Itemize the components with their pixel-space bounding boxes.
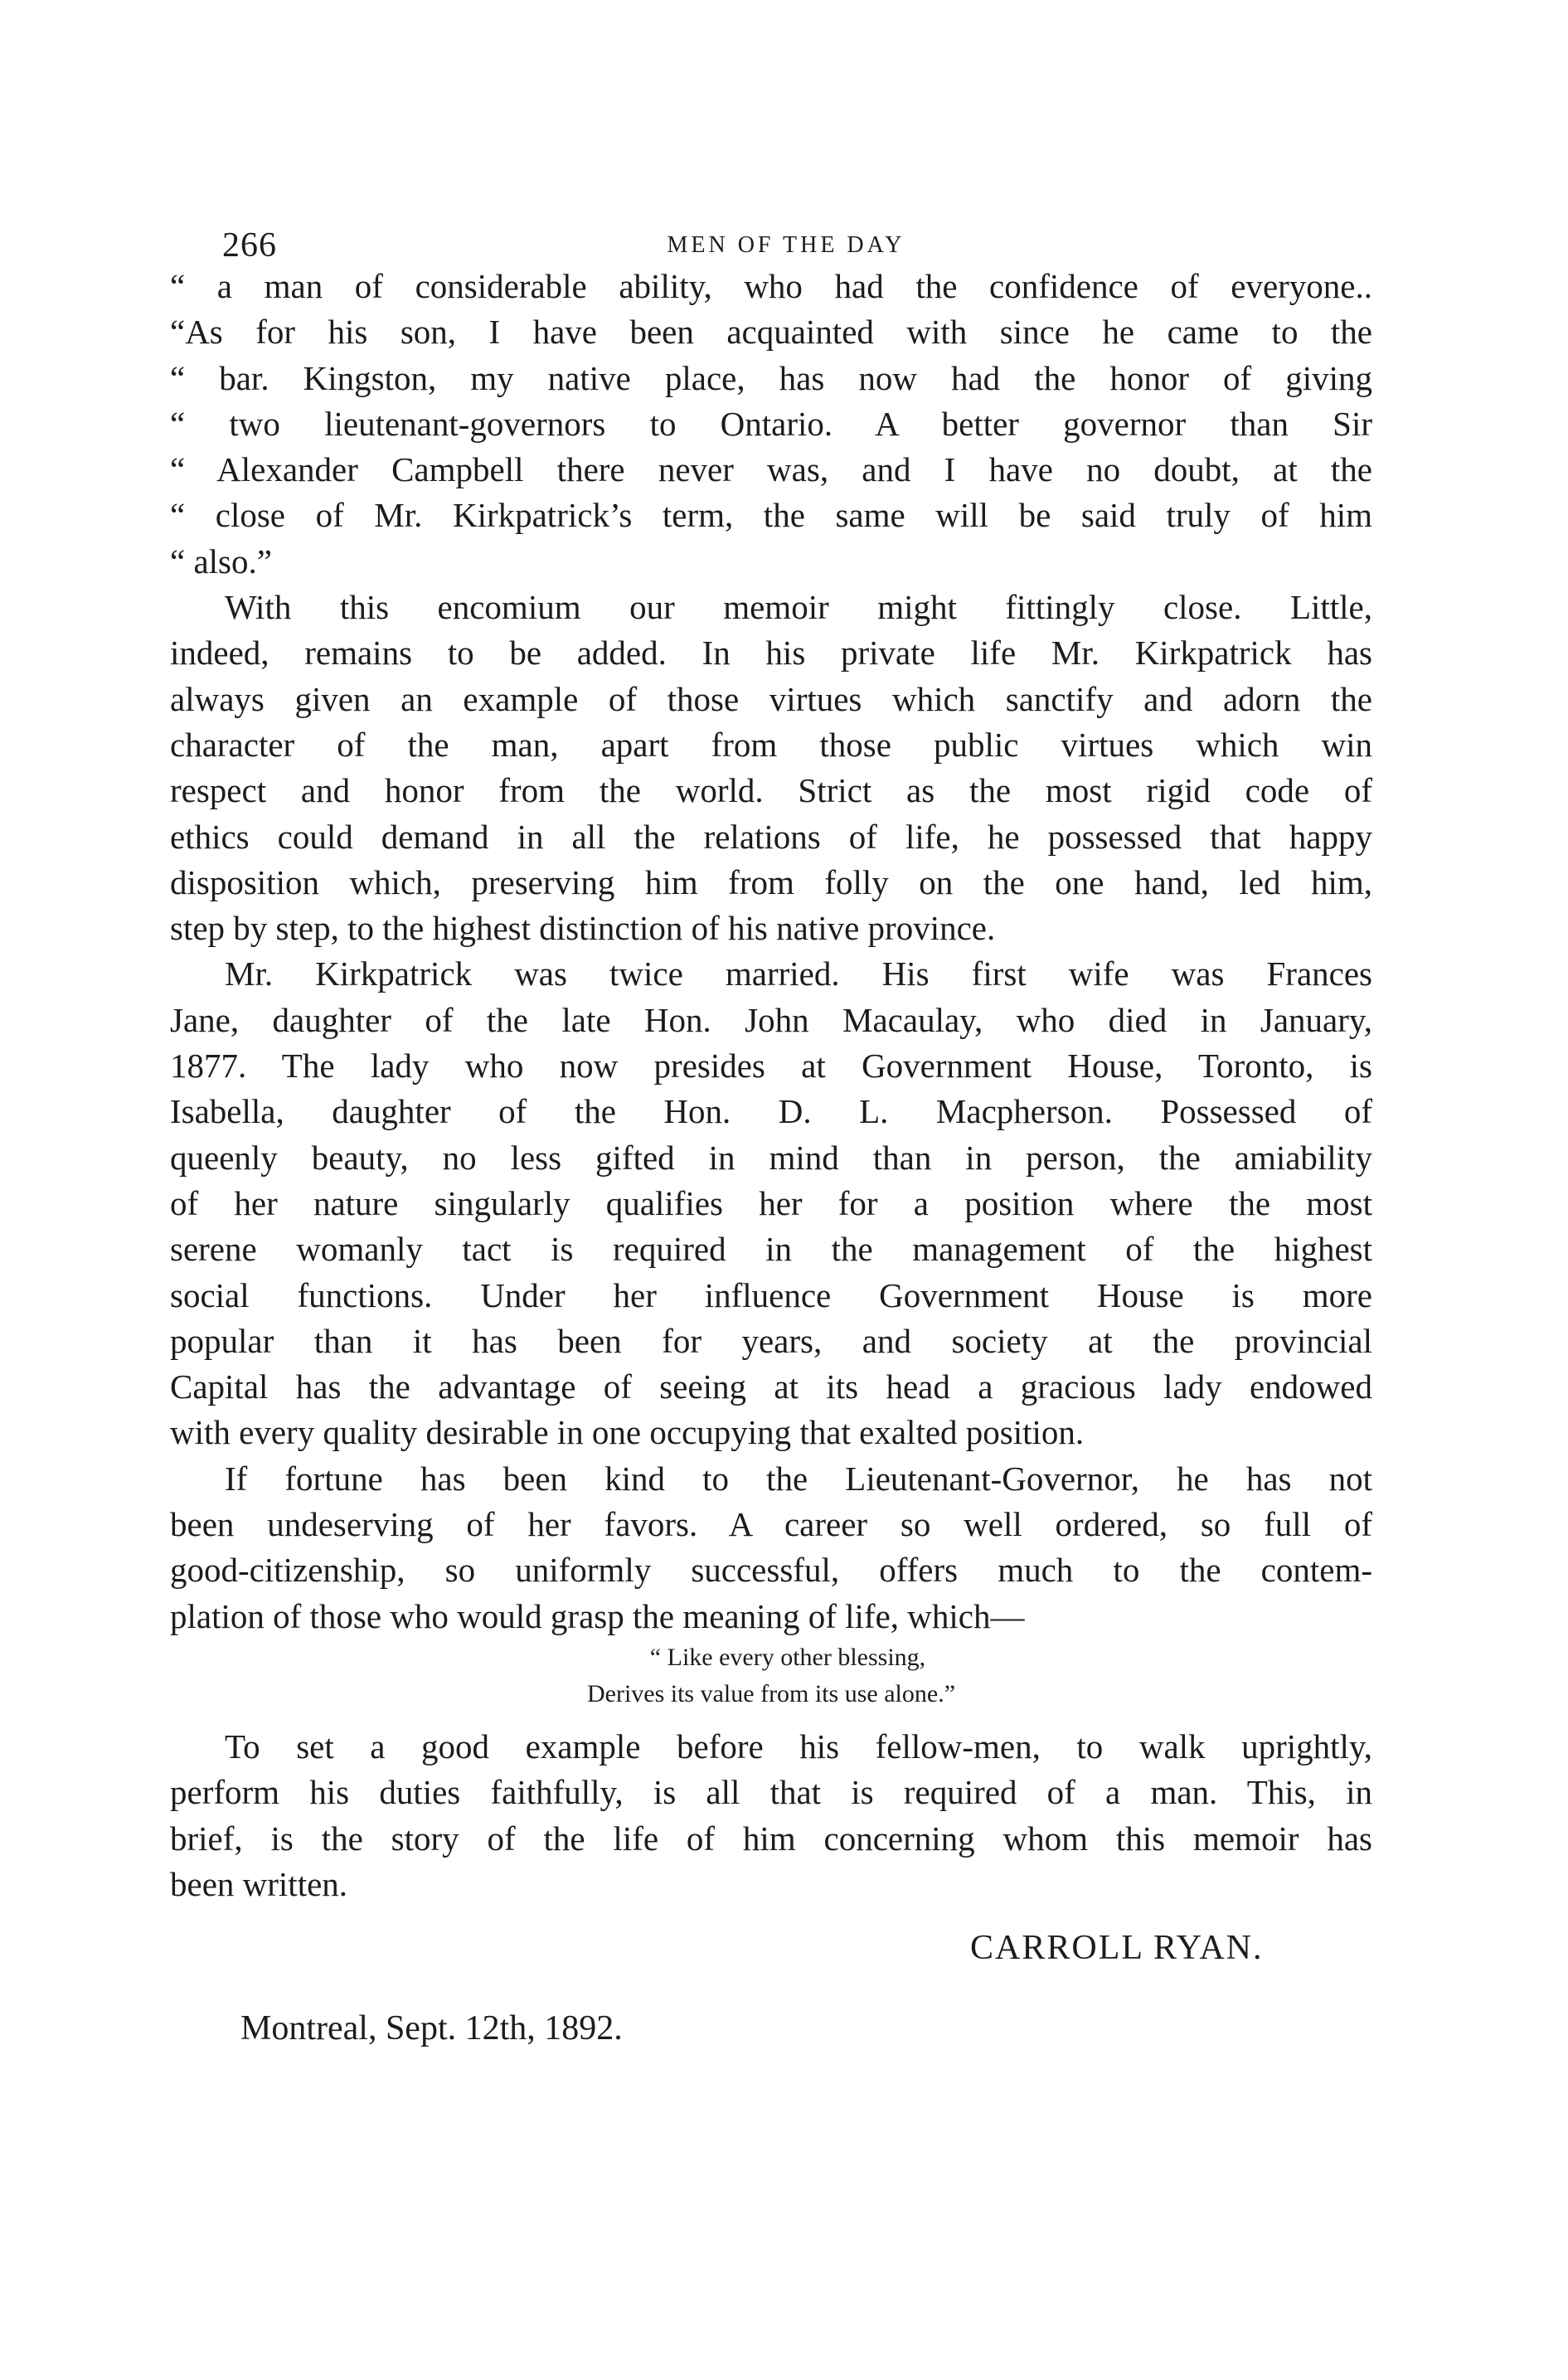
text-line: Mr. Kirkpatrick was twice married. His first wife was Frances [225, 954, 1372, 993]
text-line: 1877. The lady who now presides at Government House, Toronto, is [170, 1047, 1372, 1086]
text-line: brief, is the story of the life of him concerning whom this memoir has [170, 1819, 1372, 1858]
text-line: always given an example of those virtues which sanctify and adorn the [170, 679, 1372, 718]
text-line: been undeserving of her favors. A career so well ordered, so full of [170, 1505, 1372, 1544]
text-line: If fortune has been kind to the Lieutenant-Governor, he has not [225, 1459, 1372, 1498]
text-line: “ close of Mr. Kirkpatrick’s term, the same will be said truly of him [170, 496, 1372, 535]
text-line: “ two lieutenant-governors to Ontario. A better governor than Sir [170, 404, 1372, 443]
text-line: plation of those who would grasp the meaning of life, which— [170, 1596, 1025, 1635]
text-line: “ also.” [170, 542, 272, 580]
text-line: Jane, daughter of the late Hon. John Macaulay, who died in January, [170, 1000, 1372, 1039]
page-number: 266 [222, 226, 277, 265]
text-line: queenly beauty, no less gifted in mind than in person, the amiability [170, 1138, 1372, 1177]
text-line: respect and honor from the world. Strict as the most rigid code of [170, 771, 1372, 810]
text-line: character of the man, apart from those public virtues which win [170, 725, 1372, 764]
text-line: Isabella, daughter of the Hon. D. L. Macpherson. Possessed of [170, 1092, 1372, 1131]
text-line: social functions. Under her influence Government House is more [170, 1275, 1372, 1314]
text-line: serene womanly tact is required in the management of the highest [170, 1230, 1372, 1269]
text-line: “As for his son, I have been acquainted with since he came to the [170, 313, 1372, 352]
body-text [170, 264, 1372, 1907]
text-line: been written. [170, 1864, 348, 1903]
text-line: “ Alexander Campbell there never was, and I have no doubt, at the [170, 450, 1372, 489]
text-line: “ bar. Kingston, my native place, has now had the honor of giving [170, 358, 1372, 397]
text-line: ethics could demand in all the relations of life, he possessed that happy [170, 817, 1372, 856]
text-line: indeed, remains to be added. In his private life Mr. Kirkpatrick has [170, 634, 1372, 673]
text-line: step by step, to the highest distinction of his native province. [170, 909, 996, 948]
verse-line: “ Like every other blessing, [649, 1643, 926, 1671]
text-line: Capital has the advantage of seeing at its head a gracious lady endowed [170, 1367, 1372, 1406]
dateline: Montreal, Sept. 12th, 1892. [240, 2009, 623, 2047]
text-line: with every quality desirable in one occupying that exalted position. [170, 1413, 1085, 1452]
running-title: MEN OF THE DAY [667, 232, 905, 258]
text-line: To set a good example before his fellow-men, to walk uprightly, [225, 1727, 1372, 1766]
running-head [222, 226, 1350, 267]
text-line: With this encomium our memoir might fittingly close. Little, [225, 588, 1372, 627]
text-line: of her nature singularly qualifies her for a position where the most [170, 1183, 1372, 1222]
author-signature: CARROLL RYAN. [970, 1929, 1264, 1967]
text-line: “ a man of considerable ability, who had the confidence of everyone.. [170, 267, 1372, 305]
text-line: good-citizenship, so uniformly successful, offers much to the contem- [170, 1551, 1372, 1590]
text-line: disposition which, preserving him from folly on the one hand, led him, [170, 862, 1372, 901]
text-line: perform his duties faithfully, is all that is required of a man. This, in [170, 1773, 1372, 1812]
verse-line: Derives its value from its use alone.” [586, 1679, 956, 1707]
text-line: popular than it has been for years, and society at the provincial [170, 1321, 1372, 1360]
spacer [170, 1712, 1372, 1724]
